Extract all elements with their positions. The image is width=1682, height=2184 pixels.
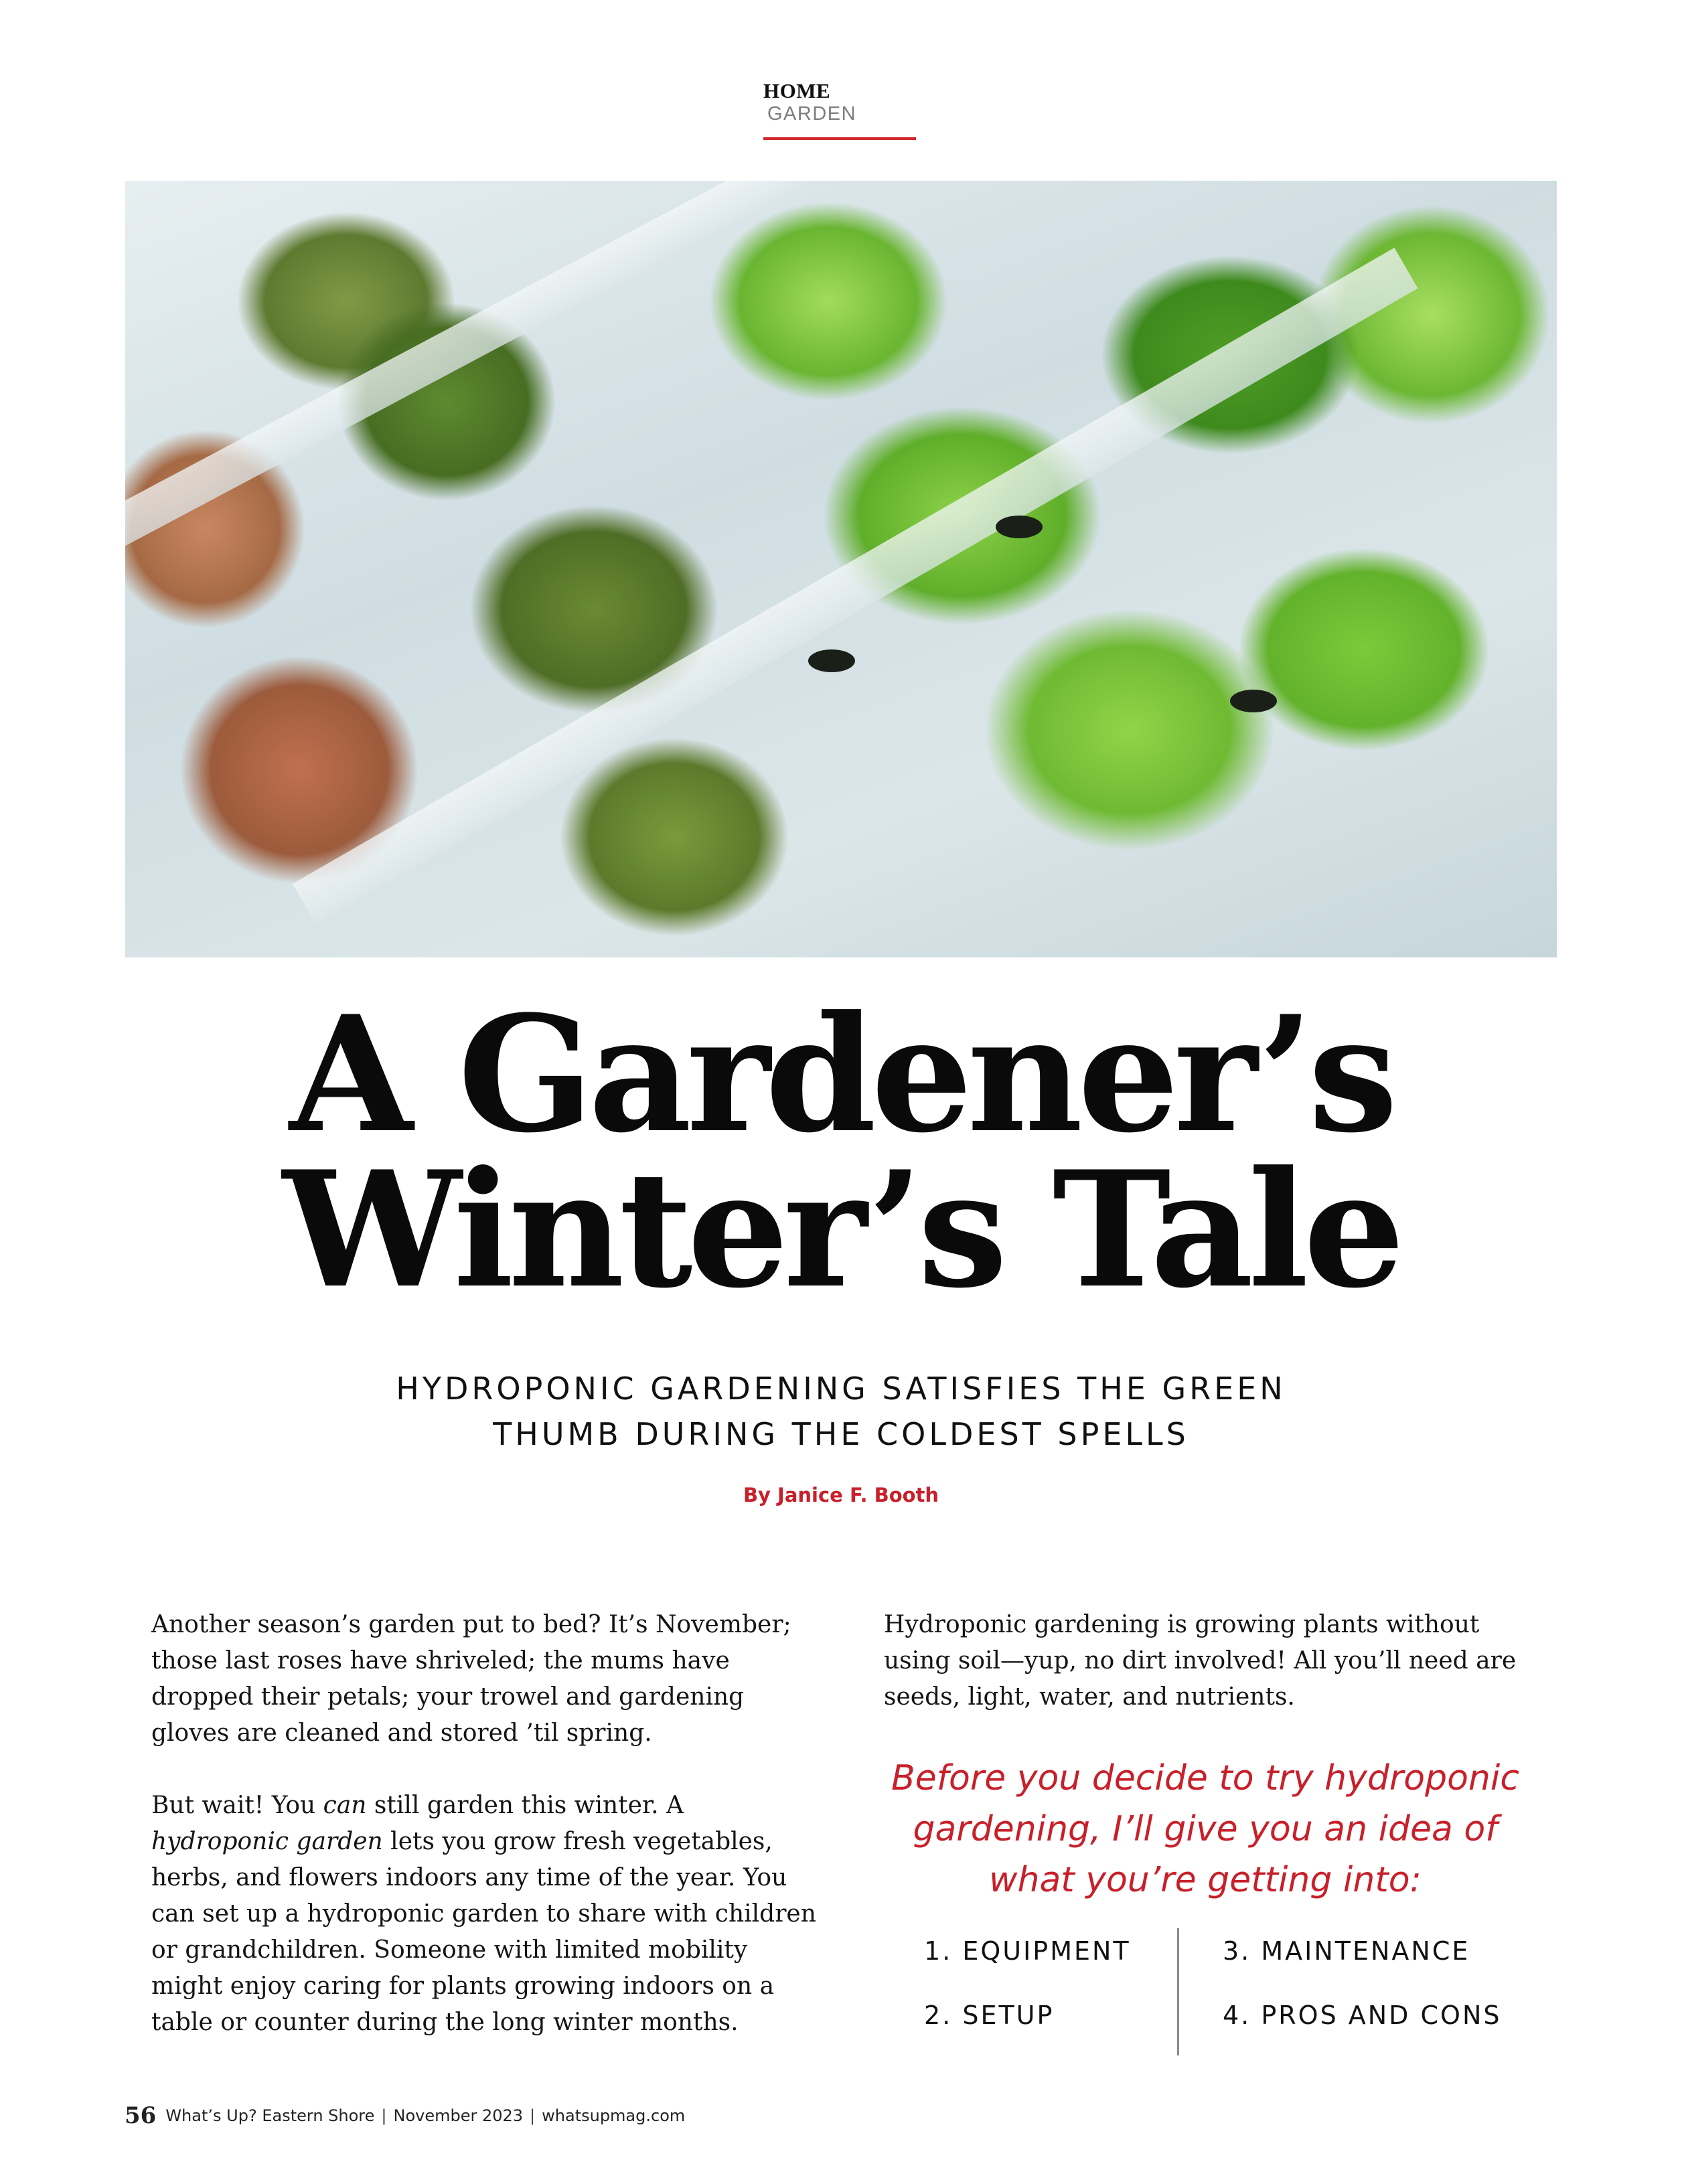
body-paragraph: But wait! You can still garden this winter. A hydroponic garden lets you grow fresh vegetables, herbs, and flowers indoors any time of the year. You can set up a hydroponic garden to share with children or grandchildren. Someone with limited mobility might enjoy caring for plants growing indoors on a table or counter during the long winter months.: [151, 1792, 816, 2036]
footer-separator: |: [381, 2106, 387, 2125]
title-line: Winter’s Tale: [282, 1137, 1400, 1324]
body-paragraph: Hydroponic gardening is growing plants without using soil—yup, no dirt involved! All you’ll need are seeds, light, water, and nutrients.: [884, 1611, 1517, 1711]
deck-line: HYDROPONIC GARDENING SATISFIES THE GREEN: [396, 1371, 1286, 1407]
topic-item: 4. PROS AND CONS: [1223, 2001, 1502, 2030]
publication-name: What’s Up? Eastern Shore: [165, 2106, 375, 2125]
website: whatsupmag.com: [542, 2106, 686, 2125]
body-column-right: [884, 1607, 1540, 1715]
section-label: HOME: [763, 79, 831, 102]
body-column-left: [151, 1607, 821, 2077]
plant-hole: [808, 649, 855, 672]
topics-divider: [1177, 1928, 1179, 2055]
deck-line: THUMB DURING THE COLDEST SPELLS: [493, 1416, 1189, 1452]
hero-photo: [125, 181, 1557, 957]
topic-item: 1. EQUIPMENT: [924, 1936, 1131, 1966]
title-line: A Gardener’s: [289, 982, 1393, 1168]
issue-date: November 2023: [393, 2106, 524, 2125]
pull-quote: Before you decide to try hydroponic gardening, I’ll give you an idea of what you’re getting into:: [891, 1758, 1519, 1900]
section-header: [763, 79, 919, 140]
topic-item: 3. MAINTENANCE: [1223, 1936, 1470, 1966]
page-footer: [125, 2102, 685, 2129]
footer-separator: |: [530, 2106, 536, 2125]
plant-hole: [996, 516, 1043, 538]
topic-item: 2. SETUP: [924, 2001, 1055, 2030]
page-number: 56: [125, 2102, 157, 2129]
subsection-label: GARDEN: [767, 103, 857, 125]
body-paragraph: Another season’s garden put to bed? It’s November; those last roses have shriveled; the mums have dropped their petals; your trowel and gardening gloves are cleaned and stored ’til spring.: [151, 1611, 791, 1747]
plant-hole: [1230, 690, 1277, 712]
article-deck: [272, 1366, 1410, 1457]
hydroponic-channel: [125, 181, 1214, 564]
section-underline: [763, 137, 916, 140]
article-title: [171, 982, 1511, 1324]
topics-list: [924, 1928, 1527, 2055]
byline: By Janice F. Booth: [743, 1484, 939, 1506]
